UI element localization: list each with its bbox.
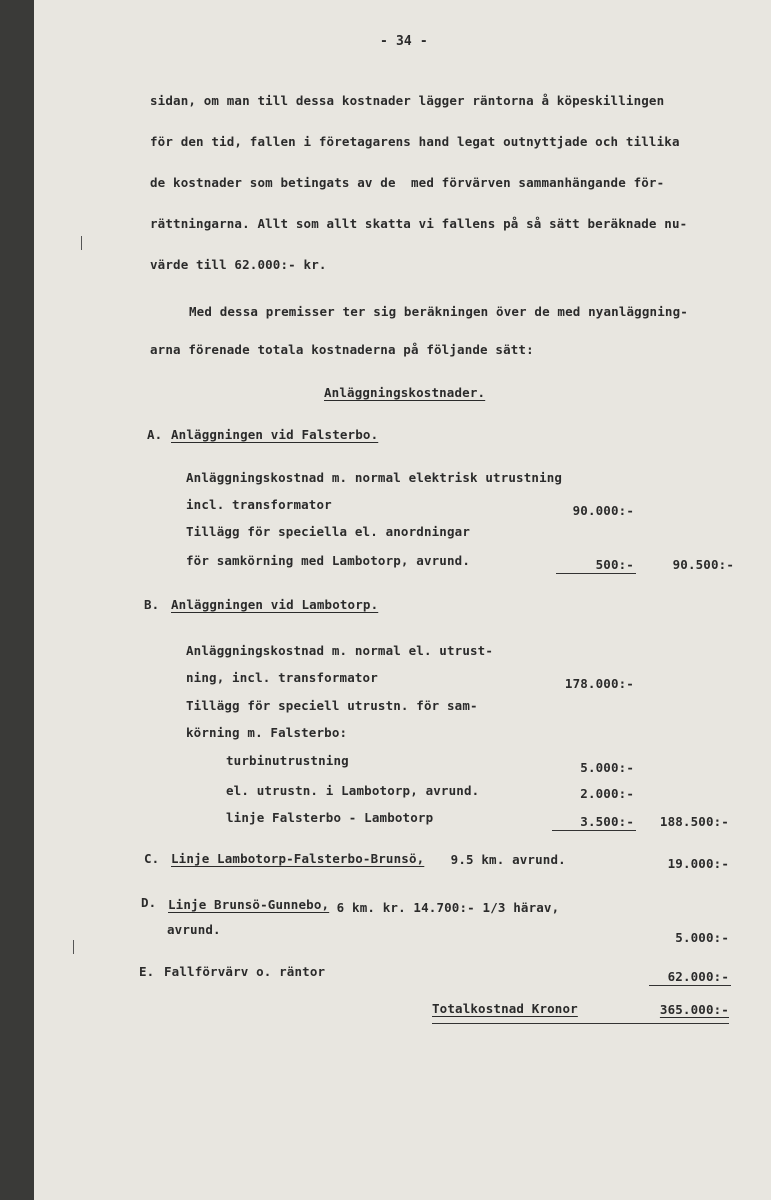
page-number: - 34 - xyxy=(380,34,428,49)
section-d-text-line2: avrund. xyxy=(167,922,221,937)
section-a-letter: A. xyxy=(147,427,163,442)
margin-mark xyxy=(73,940,74,954)
line-item-text: för samkörning med Lambotorp, avrund. xyxy=(186,553,470,568)
section-d-text: 6 km. kr. 14.700:- 1/3 härav, xyxy=(329,900,560,915)
line-item-amount: 500:- xyxy=(595,557,634,572)
line-item-text: Tillägg för speciella el. anordningar xyxy=(186,524,470,539)
section-d-title: Linje Brunsö-Gunnebo, xyxy=(168,897,330,912)
paragraph-line: för den tid, fallen i företagarens hand legat outnyttjade och tillika xyxy=(150,134,680,149)
paragraph-line: arna förenade totala kostnaderna på följande sätt: xyxy=(150,342,534,357)
sub-item-text: el. utrustn. i Lambotorp, avrund. xyxy=(226,783,480,798)
section-e-letter: E. xyxy=(139,964,155,979)
paragraph-line: Med dessa premisser ter sig beräkningen över de med nyanläggning- xyxy=(189,304,688,319)
paragraph-line: rättningarna. Allt som allt skatta vi fallens på så sätt beräknade nu- xyxy=(150,216,688,231)
document-page xyxy=(34,0,771,1200)
section-d-letter: D. xyxy=(141,895,157,910)
line-item-text: Tillägg för speciell utrustn. för sam- xyxy=(186,698,478,713)
line-item-text: körning m. Falsterbo: xyxy=(186,725,348,740)
section-c-letter: C. xyxy=(144,851,160,866)
line-item-text: incl. transformator xyxy=(186,497,332,512)
sub-item-text: linje Falsterbo - Lambotorp xyxy=(226,810,434,825)
section-b-title: Anläggningen vid Lambotorp. xyxy=(171,597,379,612)
line-item-amount: 90.000:- xyxy=(572,503,634,518)
grand-total-double-rule xyxy=(432,1023,729,1024)
sub-item-amount: 2.000:- xyxy=(580,786,634,801)
section-c-total: 19.000:- xyxy=(667,856,729,871)
section-a-total: 90.500:- xyxy=(672,557,734,572)
margin-mark xyxy=(81,236,82,250)
section-heading: Anläggningskostnader. xyxy=(324,385,486,400)
subtotal-underline xyxy=(552,830,636,831)
paragraph-line: värde till 62.000:- kr. xyxy=(150,257,327,272)
total-rule xyxy=(649,985,731,986)
grand-total-label: Totalkostnad Kronor xyxy=(432,1001,578,1016)
section-d-total: 5.000:- xyxy=(675,930,729,945)
paragraph-line: sidan, om man till dessa kostnader lägger räntorna å köpeskillingen xyxy=(150,93,665,108)
line-item-amount: 178.000:- xyxy=(564,676,634,691)
line-item-text: Anläggningskostnad m. normal el. utrust- xyxy=(186,643,494,658)
sub-item-amount: 5.000:- xyxy=(580,760,634,775)
section-e-total: 62.000:- xyxy=(667,969,729,984)
sub-item-text: turbinutrustning xyxy=(226,753,349,768)
subtotal-underline xyxy=(556,573,636,574)
line-item-text: Anläggningskostnad m. normal elektrisk utrustning xyxy=(186,470,563,485)
line-item-text: ning, incl. transformator xyxy=(186,670,378,685)
grand-total-amount: 365.000:- xyxy=(659,1002,729,1017)
sub-item-amount: 3.500:- xyxy=(580,814,634,829)
section-c-text: 9.5 km. avrund. xyxy=(443,852,566,867)
section-c-title: Linje Lambotorp-Falsterbo-Brunsö, xyxy=(171,851,425,866)
section-a-title: Anläggningen vid Falsterbo. xyxy=(171,427,379,442)
section-b-letter: B. xyxy=(144,597,160,612)
section-e-text: Fallförvärv o. räntor xyxy=(164,964,326,979)
paragraph-line: de kostnader som betingats av de med förvärven sammanhängande för- xyxy=(150,175,665,190)
section-b-total: 188.500:- xyxy=(659,814,729,829)
